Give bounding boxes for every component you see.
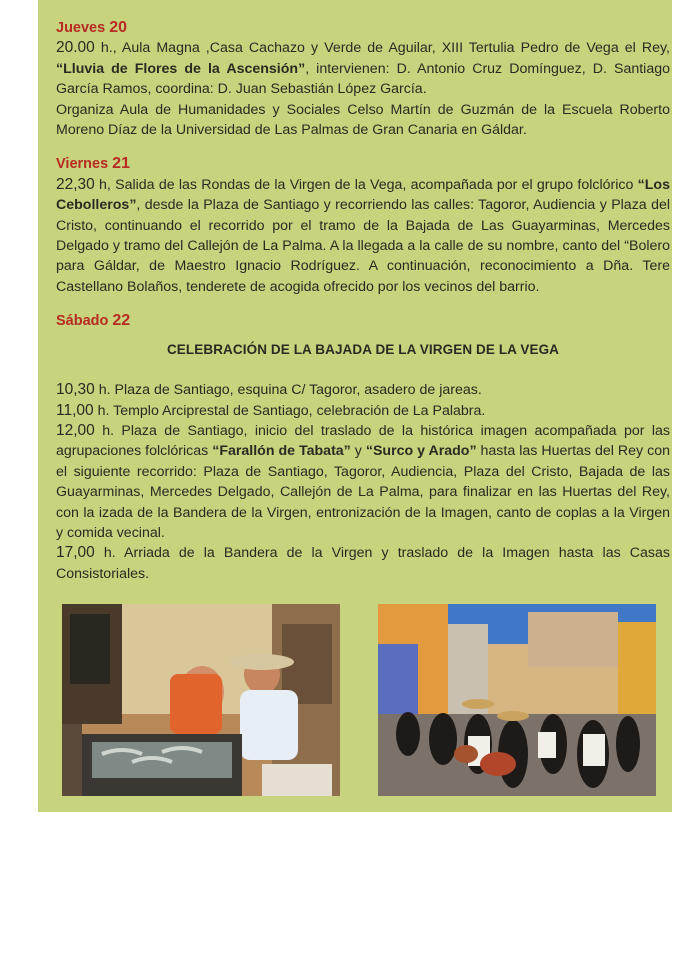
day-label: Jueves <box>56 20 106 36</box>
event-text: hasta las Huertas del Rey con el siguiente recorrido: Plaza de Santiago, Tagoror, Audiencia, Plaza del Cristo, Bajada de las Guayarminas, Mercedes Delgado, Callejón de La Palma, para finalizar en las Huertas del Rey, con la izada de la Bandera de la Virgen, entronización de la Imagen, canto de coplas a la Virgen y comida vecinal. <box>56 443 670 541</box>
event-sabado-1 <box>56 380 670 400</box>
event-jueves <box>56 38 670 99</box>
day-label: Viernes <box>56 156 109 173</box>
event-sabado-3 <box>56 421 670 543</box>
event-text: h. Arriada de la Bandera de la Virgen y traslado de la Imagen hasta las Casas Consistoriales. <box>56 545 670 582</box>
event-time: 11,00 <box>56 401 94 419</box>
event-text: h. Templo Arciprestal de Santiago, celebración de La Palabra. <box>93 402 486 419</box>
day-label: Sábado <box>56 313 109 330</box>
day-number: 22 <box>112 312 131 330</box>
event-group: “Farallón de Tabata” <box>212 443 351 460</box>
event-title: “Lluvia de Flores de la Ascensión” <box>56 60 306 77</box>
photo-folk-procession <box>378 604 656 796</box>
event-group: “Los Cebolleros” <box>56 176 670 214</box>
event-time: 10,30 <box>56 381 95 399</box>
event-text: , desde la Plaza de Santiago y recorriendo las calles: Tagoror, Audiencia y Plaza del Cristo, continuando el recorrido por el tramo de la Bajada de Las Guayarminas, Mercedes Delgado y tramo del Callejón de La Palma. A la llegada a la calle de su nombre, canto del “Bolero para Gáldar, de Maestro Ignacio Rodríguez. A continuación, reconocimiento a Dña. Tere Castellano Bolaños, tenderete de acogida ofrecido por los vecinos del barrio. <box>56 197 670 295</box>
celebration-title: CELEBRACIÓN DE LA BAJADA DE LA VIRGEN DE LA VEGA <box>166 341 560 357</box>
day-number: 20 <box>109 19 128 36</box>
event-text: h. Plaza de Santiago, inicio del traslado de la histórica imagen acompañada por las agrupaciones folclóricas <box>56 422 670 460</box>
event-group: “Surco y Arado” <box>365 443 477 460</box>
event-text: h, Salida de las Rondas de la Virgen de la Vega, acompañada por el grupo folclórico <box>94 176 638 193</box>
event-sabado-4 <box>56 543 670 584</box>
event-organizer: Organiza Aula de Humanidades y Sociales Celso Martín de Guzmán de la Escuela Roberto Moreno Díaz de la Universidad de Las Palmas de Gran Canaria en Gáldar. <box>56 101 670 139</box>
event-viernes <box>56 175 670 297</box>
event-time: 17,00 <box>56 544 95 562</box>
event-time: 22,30 <box>56 175 95 193</box>
event-time: 12,00 <box>56 421 95 439</box>
event-text: h., Aula Magna ,Casa Cachazo y Verde de Aguilar, XIII Tertulia Pedro de Vega el Rey, <box>94 40 670 57</box>
event-text: , intervienen: D. Antonio Cruz Domínguez, D. Santiago García Ramos, coordina: D. Juan Sebastián López García. <box>56 60 670 98</box>
photo-grilling-fish <box>62 604 340 796</box>
event-time: 20.00 <box>56 39 95 57</box>
event-text: y <box>350 443 366 460</box>
day-heading-viernes <box>56 154 670 174</box>
photo-row <box>62 604 656 796</box>
day-heading-jueves <box>56 18 670 38</box>
day-number: 21 <box>112 155 130 173</box>
event-sabado-2 <box>56 401 670 421</box>
event-text: h. Plaza de Santiago, esquina C/ Tagoror, asadero de jareas. <box>94 382 482 399</box>
program-content <box>56 18 670 584</box>
day-heading-sabado <box>56 311 670 331</box>
